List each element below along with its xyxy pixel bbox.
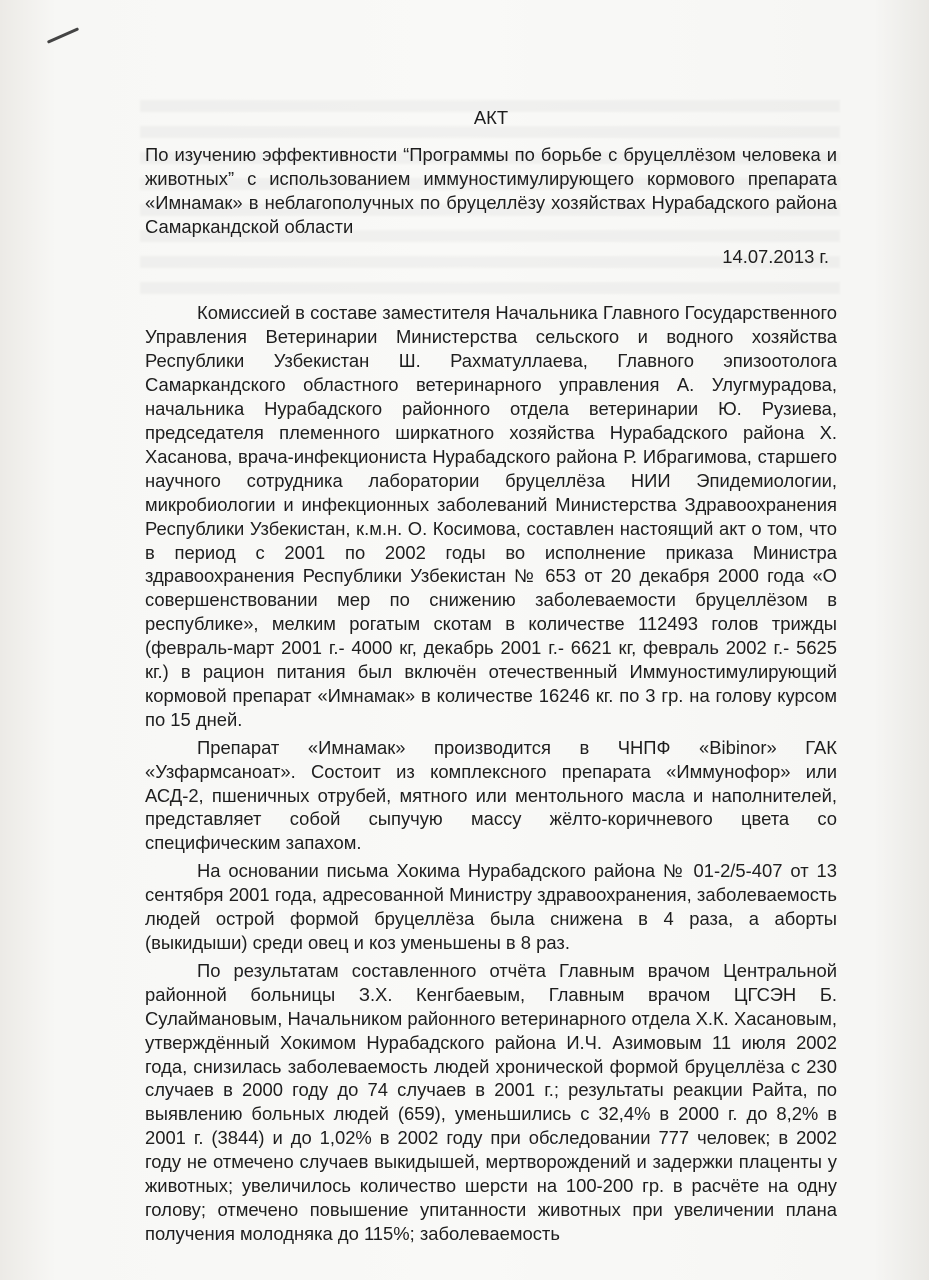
paragraph-commission: Комиссией в составе заместителя Начальника Главного Государственного Управления Ветеринарии Министерства сельского и водного хозяйства Республики Узбекистан Ш. Рахматуллаева, Главного эпизоотолога Самаркандского областного ветеринарного управления А. Улугмурадова, начальника Нурабадского районного отдела ветеринарии Ю. Рузиева, председателя племенного ширкатного хозяйства Нурабадского района Х. Хасанова, врача-инфекциониста Нурабадского района Р. Ибрагимова, старшего научного сотрудника лаборатории бруцеллёза НИИ Эпидемиологии, микробиологии и инфекционных заболеваний Министерства Здравоохранения Республики Узбекистан, к.м.н. О. Косимова, составлен настоящий акт о том, что в период с 2001 по 2002 годы во исполнение приказа Министра здравоохранения Республики Узбекистан № 653 от 20 декабря 2000 года «О совершенствовании мер по снижению заболеваемости бруцеллёзом в республике», мелким рогатым скотам в количестве 112493 голов трижды (февраль-март 2001 г.- 4000 кг, декабрь 2001 г.- 6621 кг, февраль 2002 г.- 5625 кг.) в рацион питания был включён отечественный Иммуностимулирующий кормовой препарат «Имнамак» в количестве 16246 кг. по 3 гр. на голову курсом по 15 дней. (145, 302, 837, 730)
act-text (145, 301, 837, 1245)
document-subject: По изучению эффективности “Программы по борьбе с бруцеллёзом человека и животных” с использованием иммуностимулирующего кормового препарата «Имнамак» в неблагополучных по бруцеллёзу хозяйствах Нурабадского района Самаркандской области (145, 143, 837, 237)
paragraph-hokim-letter: На основании письма Хокима Нурабадского района № 01-2/5-407 от 13 сентября 2001 года, адресованной Министру здравоохранения, заболеваемость людей острой формой бруцеллёза была снижена в 4 раза, а аборты (выкидыши) среди овец и коз уменьшены в 8 раз. (145, 860, 837, 953)
pen-stroke-mark (47, 27, 79, 44)
document-date: 14.07.2013 г. (722, 245, 829, 267)
document-body (145, 106, 837, 1250)
paragraph-preparation: Препарат «Имнамак» производится в ЧНПФ «Bibinor» ГАК «Узфармсаноат». Состоит из комплексного препарата «Иммунофор» или АСД-2, пшеничных отрубей, мятного или ментольного масла и наполнителей, представляет собой сыпучую массу жёлто-коричневого цвета со специфическим запахом. (145, 736, 837, 854)
paragraph-report-results: По результатам составленного отчёта Главным врачом Центральной районной больницы З.Х. Кенгбаевым, Главным врачом ЦГСЭН Б. Сулаймановым, Начальником районного ветеринарного отдела Х.К. Хасановым, утверждённый Хокимом Нурабадского района И.Ч. Азимовым 11 июля 2002 года, снизилась заболеваемость людей хронической формой бруцеллёза с 230 случаев в 2000 году до 74 случаев в 2001 г.; результаты реакции Райта, по выявлению больных людей (659), уменьшились с 32,4% в 2000 г. до 8,2% в 2001 г. (3844) и до 1,02% в 2002 году при обследовании 777 человек; в 2002 году не отмечено случаев выкидышей, мертворождений и задержки плаценты у животных; увеличилось количество шерсти на 100-200 гр. в расчёте на одну голову; отмечено повышение упитанности животных при увеличении плана получения молодняка до 115%; заболеваемость (145, 959, 837, 1244)
document-title: АКТ (473, 107, 509, 128)
